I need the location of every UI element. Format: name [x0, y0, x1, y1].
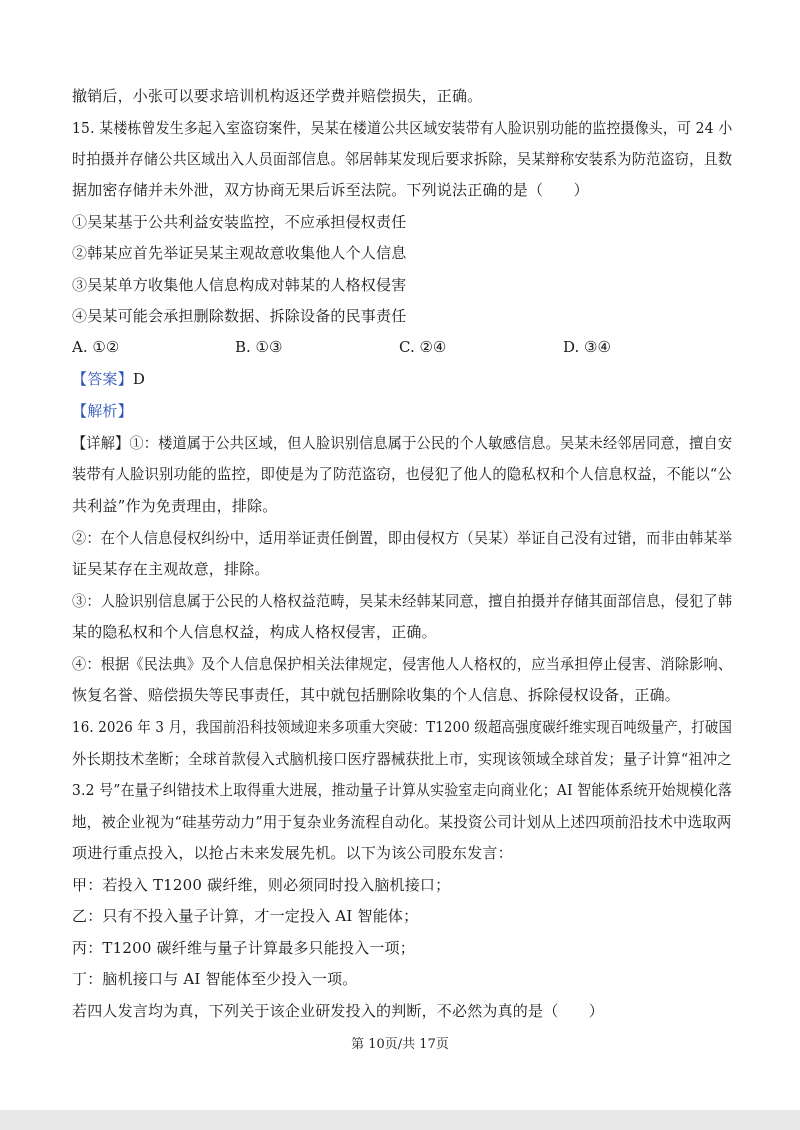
answer-options [72, 338, 732, 358]
text-line: 撤销后，小张可以要求培训机构返还学费并赔偿损失，正确。 [72, 87, 483, 105]
explanation-3: ③：人脸识别信息属于公民的人格权益范畴，吴某未经韩某同意，擅自拍摄并存储其面部信息，侵犯了韩 [72, 592, 733, 610]
explanation-1: 【详解】①：楼道属于公共区域，但人脸识别信息属于公民的个人敏感信息。吴某未经邻居同意，擅自安 [72, 434, 733, 452]
text-line: 地，被企业视为“硅基劳动力”用于复杂业务流程自动化。某投资公司计划从上述四项前沿技术中选取两 [72, 813, 732, 831]
text-line: 项进行重点投入，以抢占未来发展先机。以下为该公司股东发言： [72, 844, 513, 862]
statement-2: ②韩某应首先举证吴某主观故意收集他人个人信息 [72, 244, 407, 262]
page-bottom-margin [0, 1110, 800, 1130]
option-c: C. ②④ [399, 338, 447, 356]
question-16-prompt: 若四人发言均为真，下列关于该企业研发投入的判断，不必然为真的是（ ） [72, 1002, 605, 1020]
analysis-line [72, 401, 732, 421]
text-line: 外长期技术垄断；全球首款侵入式脑机接口医疗器械获批上市，实现该领域全球首发；量子计算“祖冲之 [72, 750, 732, 768]
question-16-stem: 16. 2026 年 3 月，我国前沿科技领域迎来多项重大突破：T1200 级超高强度碳纤维实现百吨级量产，打破国 [72, 718, 732, 736]
text-line: 据加密存储并未外泄，双方协商无果后诉至法院。下列说法正确的是（ ） [72, 181, 589, 199]
answer-value: D [132, 370, 146, 388]
text-line: 证吴某存在主观故意，排除。 [72, 560, 270, 578]
text-line: 某的隐私权和个人信息权益，构成人格权侵害，正确。 [72, 623, 437, 641]
question-15-stem: 15. 某楼栋曾发生多起入室盗窃案件，吴某在楼道公共区域安装带有人脸识别功能的监控摄像头，可 24 小 [72, 119, 733, 137]
speaker-jia: 甲：若投入 T1200 碳纤维，则必须同时投入脑机接口； [72, 876, 451, 894]
text-line: 恢复名誉、赔偿损失等民事责任，其中就包括删除收集的个人信息、拆除侵权设备，正确。 [72, 686, 681, 704]
statement-4: ④吴某可能会承担删除数据、拆除设备的民事责任 [72, 307, 407, 325]
page-number: 第 10页/共 17页 [351, 1037, 449, 1052]
analysis-tag: 【解析】 [72, 402, 133, 420]
text-line: 时拍摄并存储公共区域出入人员面部信息。邻居韩某发现后要求拆除，吴某辩称安装系为防范盗窃，且数 [72, 150, 733, 168]
answer-line [72, 369, 732, 389]
explanation-2: ②：在个人信息侵权纠纷中，适用举证责任倒置，即由侵权方（吴某）举证自己没有过错，而非由韩某举 [72, 529, 733, 547]
option-d: D. ③④ [563, 338, 611, 356]
statement-1: ①吴某基于公共利益安装监控，不应承担侵权责任 [72, 213, 407, 231]
speaker-yi: 乙：只有不投入量子计算，才一定投入 AI 智能体； [72, 907, 419, 925]
statement-3: ③吴某单方收集他人信息构成对韩某的人格权侵害 [72, 276, 407, 294]
speaker-ding: 丁：脑机接口与 AI 智能体至少投入一项。 [72, 970, 358, 988]
text-line: 3.2 号”在量子纠错技术上取得重大进展，推动量子计算从实验室走向商业化；AI 智能体系统开始规模化落 [72, 781, 733, 799]
text-line: 共利益”作为免责理由，排除。 [72, 497, 278, 515]
explanation-4: ④：根据《民法典》及个人信息保护相关法律规定，侵害他人人格权的，应当承担停止侵害、消除影响、 [72, 655, 733, 673]
answer-tag: 【答案】 [72, 370, 133, 388]
speaker-bing: 丙：T1200 碳纤维与量子计算最多只能投入一项； [72, 939, 415, 957]
text-line: 装带有人脸识别功能的监控，即使是为了防范盗窃，也侵犯了他人的隐私权和个人信息权益，不能以“公 [72, 465, 732, 483]
option-a: A. ①② [72, 338, 120, 356]
option-b: B. ①③ [235, 338, 283, 356]
